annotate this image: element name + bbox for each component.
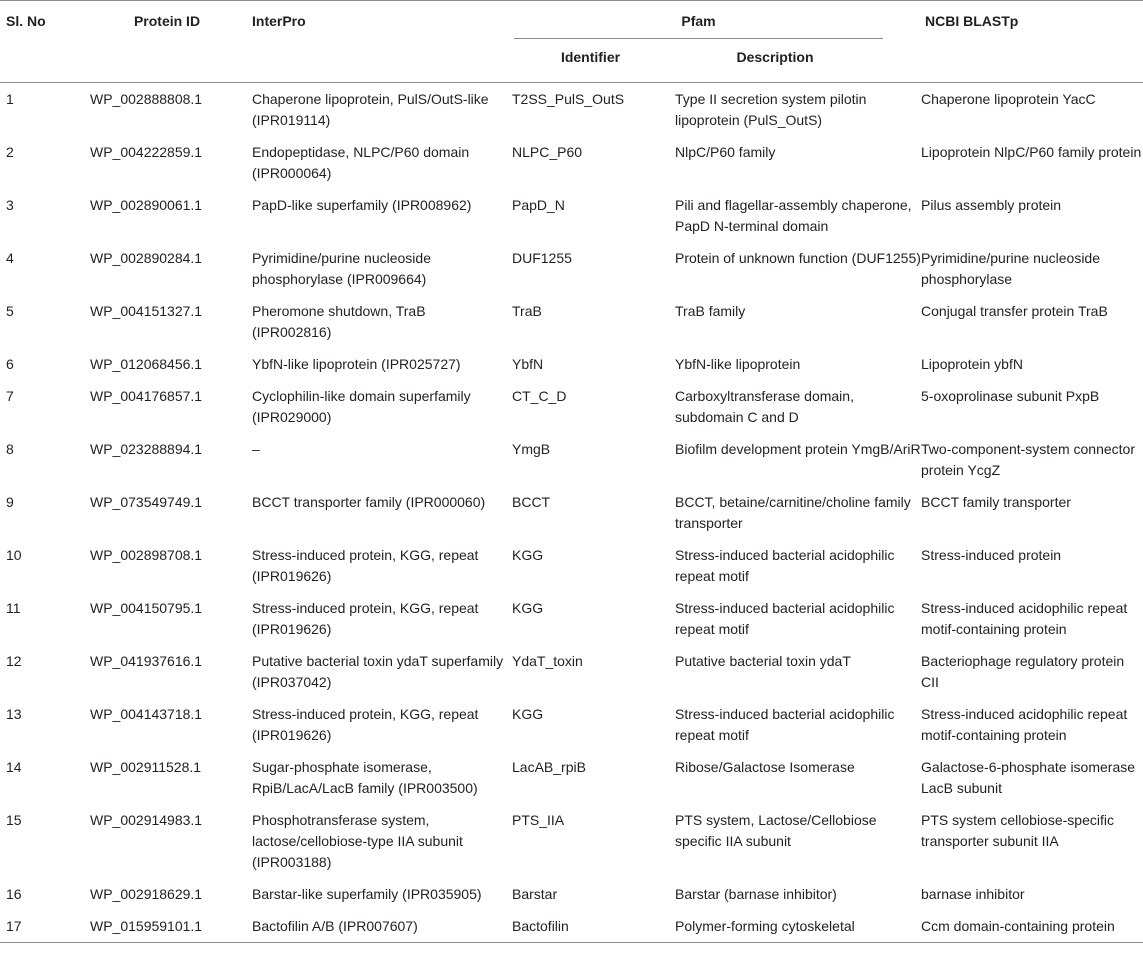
header-protein-id: Protein ID (133, 13, 201, 29)
cell-sl-no: 14 (6, 759, 22, 775)
cell-pfam-description: Protein of unknown function (DUF1255) (675, 250, 921, 266)
cell-ncbi-blastp: Lipoprotein NlpC/P60 family protein (921, 144, 1142, 160)
cell-protein-id: WP_004150795.1 (90, 600, 203, 616)
cell-ncbi-blastp: Conjugal transfer protein TraB (921, 303, 1108, 319)
header-ncbi-blastp: NCBI BLASTp (925, 13, 1019, 29)
cell-interpro: Cyclophilin-like domain superfamily (IPR029000) (252, 388, 471, 425)
table-row (0, 136, 1143, 189)
cell-pfam-identifier: Barstar (512, 886, 558, 902)
cell-sl-no: 2 (6, 144, 14, 160)
cell-pfam-identifier: BCCT (512, 494, 551, 510)
cell-pfam-description: Type II secretion system pilotin lipoprotein (PulS_OutS) (675, 91, 867, 128)
cell-interpro: Endopeptidase, NLPC/P60 domain (IPR000064) (252, 144, 470, 181)
cell-sl-no: 8 (6, 441, 14, 457)
cell-interpro: Bactofilin A/B (IPR007607) (252, 918, 418, 934)
cell-ncbi-blastp: Ccm domain-containing protein (921, 918, 1115, 934)
header-pfam-identifier: Identifier (560, 49, 621, 65)
cell-sl-no: 10 (6, 547, 22, 563)
cell-protein-id: WP_004222859.1 (90, 144, 203, 160)
cell-interpro: – (252, 441, 260, 457)
cell-pfam-identifier: YdaT_toxin (512, 653, 583, 669)
cell-pfam-identifier: YmgB (512, 441, 551, 457)
cell-interpro: PapD-like superfamily (IPR008962) (252, 197, 472, 213)
cell-interpro: Putative bacterial toxin ydaT superfamily (IPR037042) (252, 653, 504, 690)
table-row (0, 878, 1143, 910)
cell-pfam-description: PTS system, Lactose/Cellobiose specific IIA subunit (675, 812, 877, 849)
cell-interpro: Stress-induced protein, KGG, repeat (IPR019626) (252, 600, 479, 637)
table-row (0, 539, 1143, 592)
table-row (0, 433, 1143, 486)
cell-sl-no: 11 (6, 600, 21, 616)
cell-pfam-description: TraB family (675, 303, 746, 319)
cell-pfam-description: YbfN-like lipoprotein (675, 356, 801, 372)
cell-protein-id: WP_002898708.1 (90, 547, 203, 563)
cell-protein-id: WP_002911528.1 (90, 759, 202, 775)
cell-pfam-description: NlpC/P60 family (675, 144, 776, 160)
cell-ncbi-blastp: Lipoprotein ybfN (921, 356, 1023, 372)
cell-pfam-identifier: YbfN (512, 356, 544, 372)
cell-protein-id: WP_015959101.1 (90, 918, 203, 934)
cell-ncbi-blastp: PTS system cellobiose-specific transporter subunit IIA (921, 812, 1114, 849)
header-pfam-description: Description (736, 49, 814, 65)
cell-pfam-identifier: NLPC_P60 (512, 144, 583, 160)
cell-pfam-identifier: LacAB_rpiB (512, 759, 586, 775)
cell-pfam-identifier: KGG (512, 547, 544, 563)
cell-protein-id: WP_041937616.1 (90, 653, 203, 669)
cell-pfam-identifier: PTS_IIA (512, 812, 565, 828)
cell-ncbi-blastp: Pyrimidine/purine nucleoside phosphorylase (921, 250, 1101, 287)
cell-interpro: Sugar-phosphate isomerase, RpiB/LacA/LacB family (IPR003500) (252, 759, 478, 796)
cell-protein-id: WP_004143718.1 (90, 706, 203, 722)
cell-protein-id: WP_002890061.1 (90, 197, 203, 213)
cell-pfam-description: Carboxyltransferase domain, subdomain C and D (675, 388, 854, 425)
cell-sl-no: 1 (6, 91, 14, 107)
cell-ncbi-blastp: Stress-induced acidophilic repeat motif-containing protein (921, 600, 1128, 637)
cell-ncbi-blastp: BCCT family transporter (921, 494, 1071, 510)
cell-ncbi-blastp: Chaperone lipoprotein YacC (921, 91, 1096, 107)
table-row (0, 348, 1143, 380)
header-pfam-label: Pfam (514, 11, 883, 39)
cell-protein-id: WP_073549749.1 (90, 494, 203, 510)
table-row (0, 486, 1143, 539)
cell-pfam-description: Stress-induced bacterial acidophilic repeat motif (675, 547, 895, 584)
cell-protein-id: WP_002890284.1 (90, 250, 203, 266)
cell-protein-id: WP_004176857.1 (90, 388, 203, 404)
cell-protein-id: WP_002914983.1 (90, 812, 203, 828)
table-row (0, 910, 1143, 943)
table-body (0, 83, 1143, 943)
cell-pfam-identifier: T2SS_PulS_OutS (512, 91, 625, 107)
cell-pfam-description: Stress-induced bacterial acidophilic repeat motif (675, 600, 895, 637)
cell-sl-no: 16 (6, 886, 22, 902)
table-row (0, 698, 1143, 751)
cell-protein-id: WP_002918629.1 (90, 886, 203, 902)
cell-interpro: Phosphotransferase system, lactose/cellobiose-type IIA subunit (IPR003188) (252, 812, 463, 870)
cell-pfam-identifier: Bactofilin (512, 918, 569, 934)
cell-pfam-identifier: TraB (512, 303, 542, 319)
header-interpro: InterPro (252, 13, 306, 29)
cell-interpro: Pyrimidine/purine nucleoside phosphorylase (IPR009664) (252, 250, 431, 287)
table-row (0, 242, 1143, 295)
cell-interpro: Chaperone lipoprotein, PulS/OutS-like (IPR019114) (252, 91, 489, 128)
table-row (0, 645, 1143, 698)
cell-interpro: Stress-induced protein, KGG, repeat (IPR019626) (252, 547, 479, 584)
cell-pfam-description: BCCT, betaine/carnitine/choline family transporter (675, 494, 911, 531)
cell-sl-no: 3 (6, 197, 14, 213)
cell-sl-no: 12 (6, 653, 22, 669)
table-row (0, 295, 1143, 348)
cell-pfam-identifier: PapD_N (512, 197, 565, 213)
cell-pfam-description: Polymer-forming cytoskeletal (675, 918, 855, 934)
table-row (0, 804, 1143, 878)
cell-sl-no: 15 (6, 812, 22, 828)
table-row (0, 380, 1143, 433)
cell-pfam-description: Putative bacterial toxin ydaT (675, 653, 851, 669)
cell-protein-id: WP_012068456.1 (90, 356, 203, 372)
table-row (0, 189, 1143, 242)
cell-pfam-identifier: CT_C_D (512, 388, 567, 404)
cell-pfam-description: Pili and flagellar-assembly chaperone, PapD N-terminal domain (675, 197, 912, 234)
cell-protein-id: WP_002888808.1 (90, 91, 203, 107)
cell-ncbi-blastp: Bacteriophage regulatory protein CII (921, 653, 1125, 690)
cell-pfam-description: Biofilm development protein YmgB/AriR (675, 441, 921, 457)
table-row (0, 83, 1143, 137)
cell-interpro: BCCT transporter family (IPR000060) (252, 494, 486, 510)
cell-protein-id: WP_023288894.1 (90, 441, 203, 457)
table-header (0, 1, 1143, 83)
cell-interpro: Pheromone shutdown, TraB (IPR002816) (252, 303, 426, 340)
cell-ncbi-blastp: Stress-induced protein (921, 547, 1062, 563)
cell-pfam-description: Ribose/Galactose Isomerase (675, 759, 855, 775)
cell-sl-no: 4 (6, 250, 14, 266)
cell-sl-no: 17 (6, 918, 22, 934)
cell-pfam-identifier: KGG (512, 706, 544, 722)
header-sl-no: Sl. No (6, 13, 46, 29)
cell-pfam-identifier: DUF1255 (512, 250, 572, 266)
table-row (0, 592, 1143, 645)
cell-sl-no: 13 (6, 706, 22, 722)
cell-ncbi-blastp: Two-component-system connector protein YcgZ (921, 441, 1135, 478)
cell-ncbi-blastp: Stress-induced acidophilic repeat motif-containing protein (921, 706, 1128, 743)
cell-interpro: Barstar-like superfamily (IPR035905) (252, 886, 482, 902)
cell-sl-no: 7 (6, 388, 14, 404)
header-pfam (506, 1, 921, 44)
cell-ncbi-blastp: barnase inhibitor (921, 886, 1025, 902)
cell-sl-no: 9 (6, 494, 14, 510)
cell-ncbi-blastp: 5-oxoprolinase subunit PxpB (921, 388, 1100, 404)
cell-pfam-identifier: KGG (512, 600, 544, 616)
cell-interpro: Stress-induced protein, KGG, repeat (IPR019626) (252, 706, 479, 743)
cell-interpro: YbfN-like lipoprotein (IPR025727) (252, 356, 461, 372)
table-row (0, 751, 1143, 804)
cell-pfam-description: Barstar (barnase inhibitor) (675, 886, 837, 902)
cell-pfam-description: Stress-induced bacterial acidophilic repeat motif (675, 706, 895, 743)
cell-sl-no: 5 (6, 303, 14, 319)
cell-ncbi-blastp: Pilus assembly protein (921, 197, 1062, 213)
cell-sl-no: 6 (6, 356, 14, 372)
cell-protein-id: WP_004151327.1 (90, 303, 203, 319)
cell-ncbi-blastp: Galactose-6-phosphate isomerase LacB subunit (921, 759, 1136, 796)
